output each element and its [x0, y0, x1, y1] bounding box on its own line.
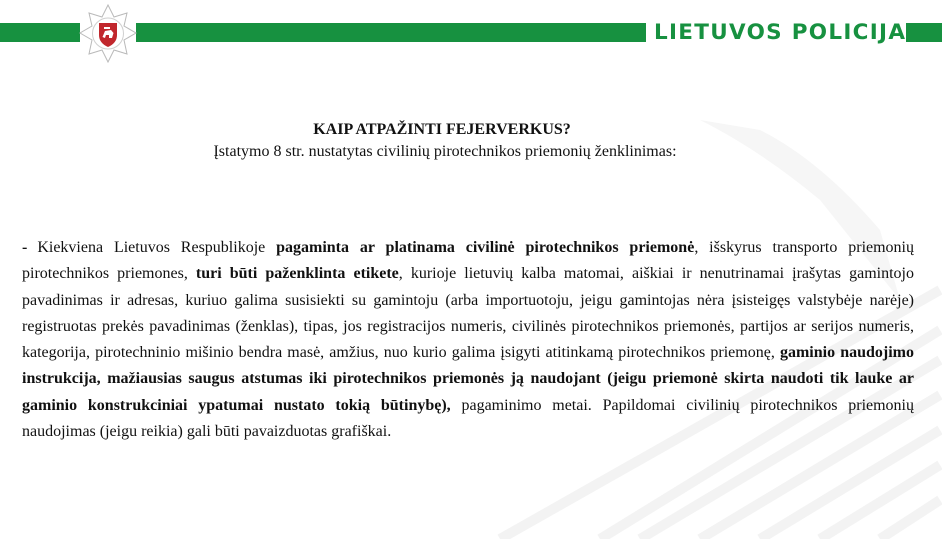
document-title: KAIP ATPAŽINTI FEJERVERKUS? [313, 121, 571, 138]
marking-requirements-paragraph [22, 235, 914, 445]
header-stripe-middle [136, 23, 646, 42]
paragraph-segment: pagaminimo metai. Papildomai civilinių pirotechnikos priemonių naudojimas (jeigu reikia) gali būti pavaizduotas grafiškai. [22, 396, 915, 441]
brand-name: LIETUVOS POLICIJA [654, 20, 907, 45]
paragraph-segment-bold: gaminio naudojimo instrukcija, mažiausias saugus atstumas iki pirotechnikos priemonės ją naudojant (jeigu priemonė skirta naudoti tik lauke ar gaminio konstrukciniai ypatumai nustato tokią būtinybę), [22, 344, 914, 414]
document-subtitle: Įstatymo 8 str. nustatytas civilinių pirotechnikos priemonių ženklinimas: [213, 143, 677, 160]
paragraph-segment-bold: turi būti paženklinta etikete [195, 265, 399, 283]
bullet-dash: - [22, 239, 28, 256]
paragraph-segment-bold: pagaminta ar platinama civilinė pirotechnikos priemonė [276, 239, 695, 256]
header-stripe-left [0, 23, 80, 42]
police-star-emblem-icon [78, 4, 138, 64]
header-stripe-right [906, 23, 942, 42]
header-banner [0, 0, 942, 70]
paragraph-segment: , kurioje lietuvių kalba matomai, aiškiai ir nenutrinamai įrašytas gamintojo pavadinimas ir adresas, kuriuo galima susisiekti su gamintoju (arba importuotoju, jeigu gamintojas nėra įsisteigęs valstybėje narėje) registruotas prekės pavadinimas (ženklas), tipas, jos registracijos numeris, civilinės pirotechnikos priemonės, partijos ar serijos numeris, kategorija, pirotechninio mišinio bendra masė, amžius, nuo kurio galima įsigyti atitinkamą pirotechnikos priemonę, [22, 265, 914, 362]
paragraph-segment: Kiekviena Lietuvos Respublikoje [37, 239, 277, 256]
paragraph-segment: , išskyrus transporto priemonių pirotechnikos priemones, [22, 239, 915, 283]
